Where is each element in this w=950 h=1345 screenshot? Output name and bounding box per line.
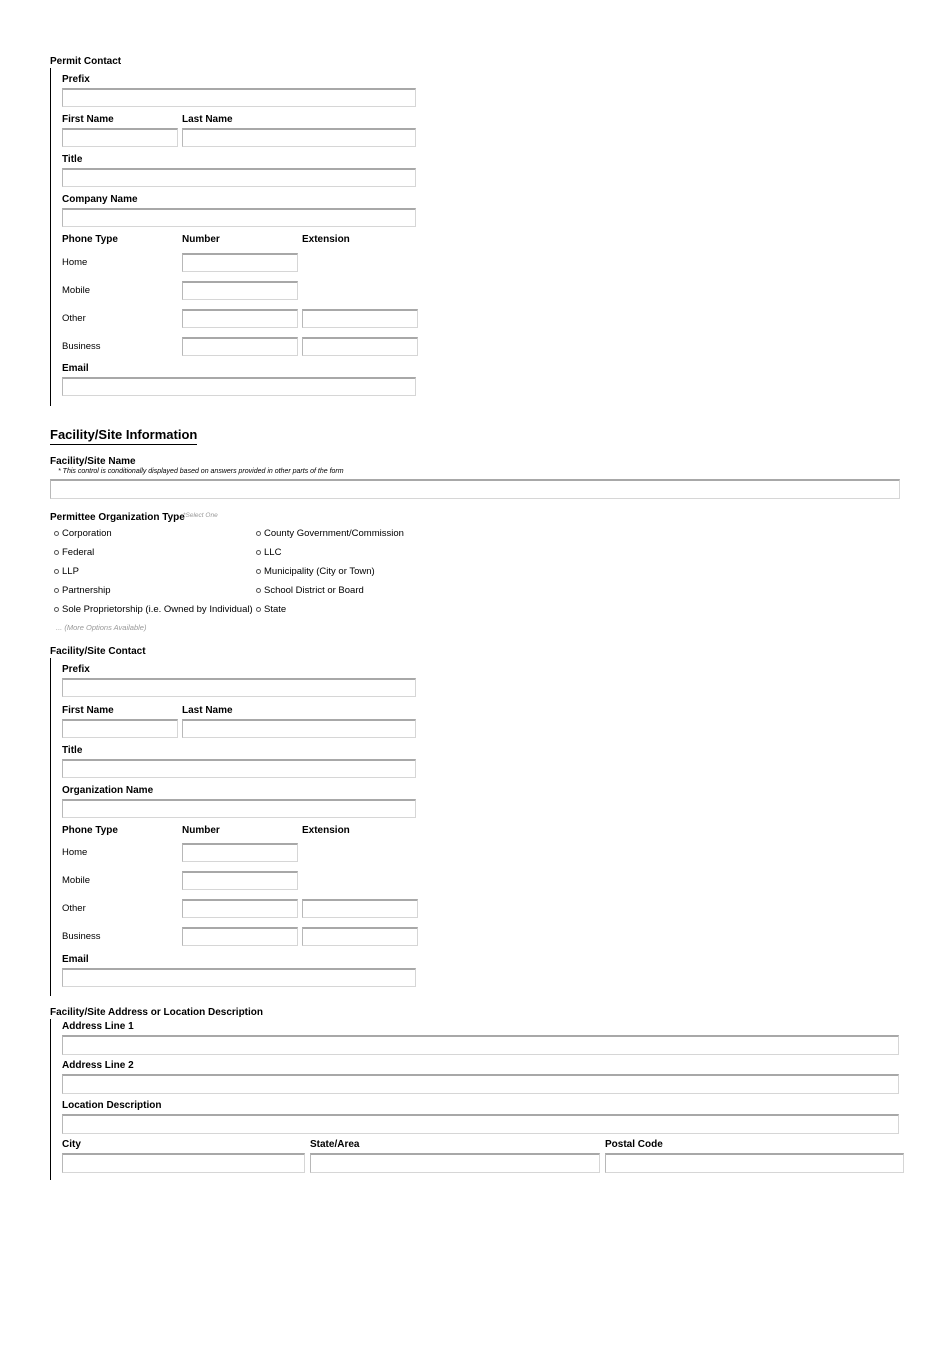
fc-prefix-label: Prefix [62, 664, 90, 675]
phone-type-header: Phone Type [62, 234, 118, 245]
title-input[interactable] [62, 168, 416, 187]
facility-address-title: Facility/Site Address or Location Description [50, 1007, 264, 1018]
fc-number-header: Number [182, 825, 220, 836]
location-description-input[interactable] [62, 1114, 899, 1134]
fc-prefix-input[interactable] [62, 678, 416, 697]
fc-other-extension-input[interactable] [302, 899, 418, 918]
fc-business-extension-input[interactable] [302, 927, 418, 946]
business-number-input[interactable] [182, 337, 298, 356]
mobile-number-input[interactable] [182, 281, 298, 300]
site-name-input[interactable] [50, 479, 900, 499]
org-option-municipality[interactable]: Municipality (City or Town) [256, 566, 375, 577]
fc-mobile-number-input[interactable] [182, 871, 298, 890]
radio-icon[interactable] [256, 531, 261, 536]
org-type-label: Permittee Organization Type [50, 512, 185, 523]
org-option-federal[interactable]: Federal [54, 547, 94, 558]
fc-phone-type-home: Home [62, 847, 88, 858]
fc-title-label: Title [62, 745, 83, 756]
address-line-1-label: Address Line 1 [62, 1021, 134, 1032]
fc-email-input[interactable] [62, 968, 416, 987]
state-area-label: State/Area [310, 1139, 360, 1150]
other-extension-input[interactable] [302, 309, 418, 328]
other-number-input[interactable] [182, 309, 298, 328]
home-number-input[interactable] [182, 253, 298, 272]
address-line-2-label: Address Line 2 [62, 1060, 134, 1071]
extension-header: Extension [302, 234, 350, 245]
city-label: City [62, 1139, 81, 1150]
org-option-county[interactable]: County Government/Commission [256, 528, 404, 539]
fc-email-label: Email [62, 954, 89, 965]
fc-other-number-input[interactable] [182, 899, 298, 918]
fc-organization-input[interactable] [62, 799, 416, 818]
location-description-label: Location Description [62, 1100, 162, 1111]
postal-code-input[interactable] [605, 1153, 904, 1173]
facility-info-heading: Facility/Site Information [50, 427, 197, 445]
fc-last-name-label: Last Name [182, 705, 233, 716]
org-option-llp[interactable]: LLP [54, 566, 79, 577]
site-name-note: * This control is conditionally displayed based on answers provided in other parts of the form [58, 468, 344, 475]
fc-extension-header: Extension [302, 825, 350, 836]
address-line-2-input[interactable] [62, 1074, 899, 1094]
address-line-1-input[interactable] [62, 1035, 899, 1055]
first-name-input[interactable] [62, 128, 178, 147]
org-option-state[interactable]: State [256, 604, 286, 615]
org-option-llc[interactable]: LLC [256, 547, 281, 558]
org-option-sole-proprietorship[interactable]: Sole Proprietorship (i.e. Owned by Individual) [54, 604, 253, 615]
org-option-school-district[interactable]: School District or Board [256, 585, 364, 596]
radio-icon[interactable] [54, 569, 59, 574]
state-area-input[interactable] [310, 1153, 600, 1173]
facility-contact-title: Facility/Site Contact [50, 646, 146, 657]
radio-icon[interactable] [54, 588, 59, 593]
first-name-label: First Name [62, 114, 114, 125]
more-options-note: ... (More Options Available) [56, 623, 147, 632]
radio-icon[interactable] [256, 569, 261, 574]
number-header: Number [182, 234, 220, 245]
radio-icon[interactable] [256, 607, 261, 612]
fc-home-number-input[interactable] [182, 843, 298, 862]
org-option-corporation[interactable]: Corporation [54, 528, 112, 539]
fc-phone-type-other: Other [62, 903, 86, 914]
email-input[interactable] [62, 377, 416, 396]
business-extension-input[interactable] [302, 337, 418, 356]
fc-last-name-input[interactable] [182, 719, 416, 738]
email-label: Email [62, 363, 89, 374]
site-name-label: Facility/Site Name [50, 456, 136, 467]
radio-icon[interactable] [54, 550, 59, 555]
radio-icon[interactable] [54, 607, 59, 612]
fc-business-number-input[interactable] [182, 927, 298, 946]
phone-type-other: Other [62, 313, 86, 324]
facility-address-bracket [50, 1019, 51, 1180]
fc-first-name-input[interactable] [62, 719, 178, 738]
permit-contact-title: Permit Contact [50, 56, 122, 67]
city-input[interactable] [62, 1153, 305, 1173]
fc-first-name-label: First Name [62, 705, 114, 716]
postal-code-label: Postal Code [605, 1139, 663, 1150]
radio-icon[interactable] [256, 588, 261, 593]
fc-organization-label: Organization Name [62, 785, 154, 796]
last-name-label: Last Name [182, 114, 233, 125]
org-option-partnership[interactable]: Partnership [54, 585, 111, 596]
fc-phone-type-mobile: Mobile [62, 875, 90, 886]
phone-type-home: Home [62, 257, 88, 268]
phone-type-mobile: Mobile [62, 285, 90, 296]
fc-title-input[interactable] [62, 759, 416, 778]
phone-type-business: Business [62, 341, 101, 352]
fc-phone-type-business: Business [62, 931, 101, 942]
org-type-hint: *Select One [183, 512, 218, 519]
fc-phone-type-header: Phone Type [62, 825, 118, 836]
company-name-label: Company Name [62, 194, 138, 205]
prefix-input[interactable] [62, 88, 416, 107]
permit-contact-bracket [50, 68, 51, 406]
company-name-input[interactable] [62, 208, 416, 227]
prefix-label: Prefix [62, 74, 90, 85]
facility-contact-bracket [50, 658, 51, 996]
title-label: Title [62, 154, 83, 165]
radio-icon[interactable] [256, 550, 261, 555]
last-name-input[interactable] [182, 128, 416, 147]
radio-icon[interactable] [54, 531, 59, 536]
